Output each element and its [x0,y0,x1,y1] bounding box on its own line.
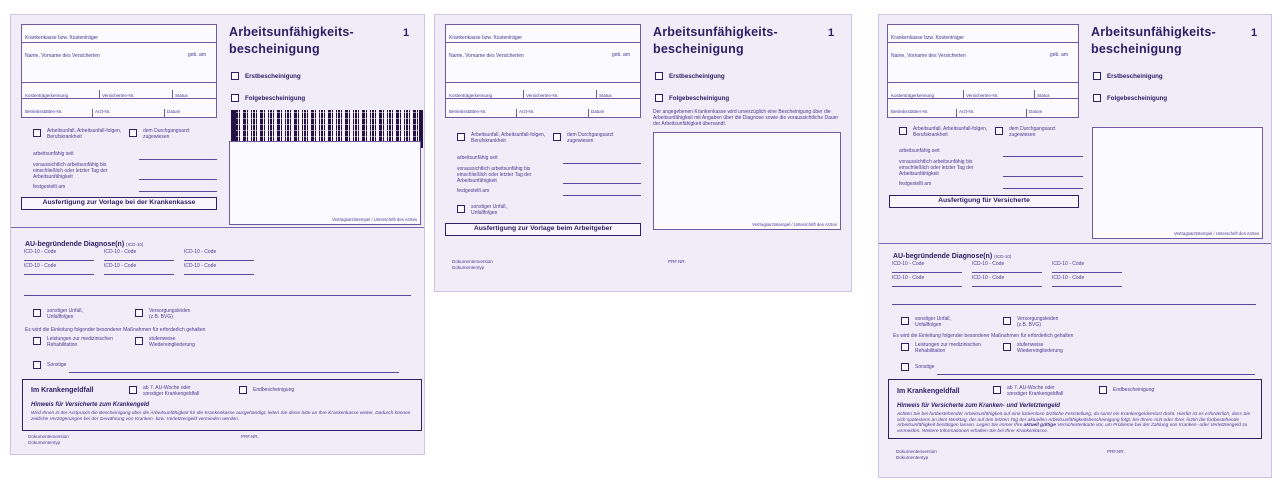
meta-dokumententyp: Dokumententyp [28,440,61,445]
cell-divider-tick [596,90,597,98]
hint-title: Hinweis für Versicherte zum Kranken- und Verletztengeld [897,403,1060,409]
icd-code-line[interactable] [184,273,254,275]
cell-divider-tick [92,109,93,117]
input-line-arbeitsunfaehig-seit[interactable] [563,162,641,164]
label-arbeitsunfaehig-seit: arbeitsunfähig seit [457,155,498,161]
icd-code-label: ICD-10 - Code [184,249,217,255]
page-number: 1 [403,27,410,39]
icd-code-label: ICD-10 - Code [972,275,1005,281]
field-krankenkasse[interactable] [888,25,1078,43]
checkbox-label-arbeitsunfall: Arbeitsunfall, Arbeitsunfall-folgen, Berufskrankheit [913,126,988,138]
cell-divider-tick [164,109,165,117]
icd-code-label: ICD-10 - Code [892,275,925,281]
label-voraussichtlich: voraussichtlich arbeitsunfähig bis einschließlich oder letzter Tag der Arbeitsunfähigkeit [899,159,974,177]
meta-dokumententyp: Dokumententyp [452,265,485,270]
meta-dokumentenversion: Dokumentenversion [28,434,69,439]
field-versicherten-nr[interactable] [963,83,1034,98]
checkbox-sonstiger-unfall[interactable] [901,317,909,325]
checkbox-label-sonstige: Sonstige [915,364,935,370]
field-kostentraegerkennung[interactable] [888,83,963,98]
header-row-ids [888,83,1078,99]
checkbox-versorgungsleiden[interactable] [1003,317,1011,325]
field-label-versicherten-nr: Versicherten-Nr. [966,93,999,98]
checkbox-label-erstbescheinigung: Erstbescheinigung [669,73,725,80]
cell-divider-tick [1034,90,1035,98]
field-label-geb-am: geb. am [1049,52,1068,58]
input-line-voraussichtlich-bis[interactable] [139,178,217,180]
field-patient-name[interactable] [22,43,216,83]
stamp-caption: Vertragsarztstempel / Unterschrift des Arztes [1173,231,1259,236]
input-line-voraussichtlich-bis[interactable] [563,182,641,184]
copy-banner: Ausfertigung zur Vorlage bei der Krankenkasse [21,197,217,210]
diagnose-section-title [25,241,143,248]
field-kostentraegerkennung[interactable] [446,83,523,98]
checkbox-erstbescheinigung[interactable] [1093,72,1101,80]
checkbox-sonstige[interactable] [33,361,41,369]
section-divider [11,227,424,228]
icd-code-line[interactable] [104,273,174,275]
cell-divider-tick [516,109,517,117]
page-number: 1 [828,27,835,39]
field-betriebsstaetten-nr[interactable] [446,99,516,117]
checkbox-label-ab7-au-woche: ab 7. AU-Woche oder sonstiger Krankengeldfall [1007,385,1064,397]
field-label-name: Name, Vorname des Versicherten [449,53,524,59]
icd-code-label: ICD-10 - Code [104,263,137,269]
checkbox-sonstiger-unfall[interactable] [33,309,41,317]
diagnose-title-sub: (ICD-10) [994,254,1012,259]
stamp-caption: Vertragsarztstempel / Unterschrift des Arztes [751,222,837,227]
patient-header-box [887,24,1079,118]
icd-code-label: ICD-10 - Code [972,261,1005,267]
form-versicherte-copy [878,14,1272,478]
icd-code-line[interactable] [104,259,174,261]
field-label-krankenkasse: Krankenkasse bzw. Kostenträger [449,35,523,41]
checkbox-label-sonstiger-unfall: sonstiger Unfall, Unfallfolgen [47,308,83,320]
meta-prf-nr: PRF.NR. [1107,449,1125,454]
field-status[interactable] [172,83,216,98]
krankengeldfall-label: Im Krankengeldfall [897,388,960,395]
form-title-line2: bescheinigung [1091,42,1182,56]
input-line-sonstige[interactable] [69,371,399,373]
checkbox-ab7-au-woche[interactable] [993,386,1001,394]
diagnose-section-title [893,253,1011,260]
massnahmen-text: Es wird die Einleitung folgender besonderer Maßnahmen für erforderlich gehalten [25,327,206,333]
checkbox-label-wiedereingliederung: stufenweise Wiedereingliederung [1017,342,1063,354]
field-krankenkasse[interactable] [22,25,216,43]
hint-text: Wird Ihnen in der Arztpraxis die Bescheinigung über die Arbeitsunfähigkeit für die Krankenkasse ausgehändigt, leiten Sie diese bitte an Ihre Krankenkasse weiter. Dadurch können zeitliche Verzögerungen bei der Gewährung von Kranken- bzw. Verletztengeld vermieden werden. [31,411,411,422]
checkbox-folgebescheinigung[interactable] [231,94,239,102]
field-label-status: Status [1037,93,1050,98]
label-arbeitsunfaehig-seit: arbeitsunfähig seit [899,148,940,154]
stamp-caption: Vertragsarztstempel / Unterschrift des Arztes [331,217,417,222]
field-betriebsstaetten-nr[interactable] [888,99,956,117]
checkbox-arbeitsunfall[interactable] [33,129,41,137]
header-row-arzt [888,99,1078,117]
form-title-line1: Arbeitsunfähigkeits- [1091,25,1216,39]
krankengeldfall-label: Im Krankengeldfall [31,387,94,394]
label-festgestellt-am: festgestellt am [457,188,490,194]
checkbox-label-arbeitsunfall: Arbeitsunfall, Arbeitsunfall-folgen, Berufskrankheit [47,128,122,140]
input-line-festgestellt-am[interactable] [563,194,641,196]
input-line-festgestellt-am[interactable] [139,190,217,192]
header-row-ids [22,83,216,99]
field-versicherten-nr[interactable] [99,83,172,98]
form-title-line1: Arbeitsunfähigkeits- [229,25,354,39]
field-label-versicherten-nr: Versicherten-Nr. [526,93,559,98]
checkbox-label-sonstige: Sonstige [47,362,67,368]
icd-code-line[interactable] [24,273,94,275]
icd-code-label: ICD-10 - Code [24,263,57,269]
field-label-arzt-nr: Arzt-Nr. [95,109,111,114]
input-line-arbeitsunfaehig-seit[interactable] [139,158,217,160]
field-label-kostentraegerkennung: Kostenträgerkennung [25,93,69,98]
field-label-arzt-nr: Arzt-Nr. [519,109,535,114]
diagnose-title-sub: (ICD-10) [126,242,144,247]
field-status[interactable] [596,83,640,98]
field-kostentraegerkennung[interactable] [22,83,99,98]
field-arzt-nr[interactable] [956,99,1026,117]
checkbox-versorgungsleiden[interactable] [135,309,143,317]
checkbox-label-ab7-au-woche: ab 7. AU-Woche oder sonstiger Krankengeldfall [143,385,200,397]
field-label-geb-am: geb. am [187,52,206,58]
checkbox-label-endbescheinigung: Endbescheinigung [1113,387,1155,393]
checkbox-sonstiger-unfall[interactable] [457,205,465,213]
checkbox-label-reha: Leistungen zur medizinischen Rehabilitation [915,342,981,354]
field-label-krankenkasse: Krankenkasse bzw. Kostenträger [25,35,99,41]
krankengeldfall-box [22,379,422,431]
icd-code-line[interactable] [972,271,1042,273]
input-line-festgestellt-am[interactable] [1003,187,1083,189]
field-arzt-nr[interactable] [516,99,588,117]
diagnose-free-text-line[interactable] [892,303,1256,305]
field-label-datum: Datum [167,109,181,114]
input-line-arbeitsunfaehig-seit[interactable] [1003,155,1083,157]
checkbox-label-arbeitsunfall: Arbeitsunfall, Arbeitsunfall-folgen, Berufskrankheit [471,132,546,144]
meta-dokumentenversion: Dokumentenversion [452,259,493,264]
checkbox-label-durchgangsarzt: dem Durchgangsarzt zugewiesen [143,128,190,140]
header-row-arzt [446,99,640,117]
meta-prf-nr: PRF.NR. [241,434,259,439]
cell-divider-tick [963,90,964,98]
field-versicherten-nr[interactable] [523,83,596,98]
checkbox-label-erstbescheinigung: Erstbescheinigung [245,73,301,80]
field-patient-name[interactable] [888,43,1078,83]
field-label-krankenkasse: Krankenkasse bzw. Kostenträger [891,35,965,41]
checkbox-label-erstbescheinigung: Erstbescheinigung [1107,73,1163,80]
field-label-status: Status [599,93,612,98]
checkbox-folgebescheinigung[interactable] [1093,94,1101,102]
checkbox-reha[interactable] [33,337,41,345]
checkbox-folgebescheinigung[interactable] [655,94,663,102]
checkbox-label-endbescheinigung: Endbescheinigung [253,387,295,393]
field-label-name: Name, Vorname des Versicherten [891,53,966,59]
field-label-kostentraegerkennung: Kostenträgerkennung [891,93,935,98]
checkbox-label-wiedereingliederung: stufenweise Wiedereingliederung [149,336,195,348]
checkbox-endbescheinigung[interactable] [1099,386,1107,394]
field-label-datum: Datum [591,109,605,114]
field-datum[interactable] [1026,99,1078,117]
copy-banner: Ausfertigung zur Vorlage beim Arbeitgeber [445,223,641,236]
icd-code-line[interactable] [184,259,254,261]
checkbox-label-durchgangsarzt: dem Durchgangsarzt zugewiesen [1009,126,1056,138]
checkbox-label-versorgungsleiden: Versorgungsleiden (z.B. BVG) [1017,316,1059,328]
checkbox-sonstige[interactable] [901,363,909,371]
field-status[interactable] [1034,83,1078,98]
field-patient-name[interactable] [446,43,640,83]
checkbox-erstbescheinigung[interactable] [655,72,663,80]
checkbox-endbescheinigung[interactable] [239,386,247,394]
doctor-stamp-box[interactable] [653,132,841,230]
field-krankenkasse[interactable] [446,25,640,43]
meta-prf-nr: PRF.NR. [668,259,686,264]
checkbox-ab7-au-woche[interactable] [129,386,137,394]
hint-text-part2: Versichertenkarte vor, um Probleme bei der Zahlung von Kranken- oder Verletztengeld zu vermeiden. Weitere Informationen erhalten Sie bei Ihrer Krankenkasse. [897,423,1248,434]
krankengeldfall-box [888,379,1262,439]
field-label-arzt-nr: Arzt-Nr. [959,109,975,114]
doctor-stamp-box[interactable] [229,141,421,225]
cell-divider-tick [1026,109,1027,117]
field-label-betriebsstaetten-nr: Betriebsstätten-Nr. [891,109,929,114]
patient-header-box [445,24,641,118]
doctor-stamp-box[interactable] [1092,127,1263,239]
hint-title: Hinweis für Versicherte zum Krankengeld [31,402,150,408]
diagnose-title-text: AU-begründende Diagnose(n) [893,253,993,260]
cell-divider-tick [99,90,100,98]
icd-code-line[interactable] [892,271,962,273]
cell-divider-tick [172,90,173,98]
checkbox-label-versorgungsleiden: Versorgungsleiden (z.B. BVG) [149,308,191,320]
krankenkasse-info-text: Der angegebenen Krankenkasse wird unverzüglich eine Bescheinigung über die Arbeitsunfähigkeit mit Angaben über die Diagnose sowie die voraussichtliche Dauer der Arbeitsunfähigkeit übersandt. [653,109,839,127]
hint-text-part1: Achten Sie bei fortbestehender Arbeitsunfähigkeit auf eine lückenlose ärztliche Feststellung, da sonst ein Krankengeldverlust droht. Hierfür ist es erforderlich, dass Sie sich spätestens an dem Werktag, der auf den letzten Tag der aktuellen Arbeitsunfähigkeitsbescheinigung folgt, bei Ihrem Arzt oder Ihrer Ärztin die fortbestehende Arbeitsunfähigkeit bestätigen lassen. Legen Sie immer Ihre [897,412,1251,429]
checkbox-durchgangsarzt[interactable] [553,133,561,141]
diagnose-free-text-line[interactable] [24,294,411,296]
cell-divider-tick [956,109,957,117]
icd-code-label: ICD-10 - Code [892,261,925,267]
massnahmen-text: Es wird die Einleitung folgender besonderer Maßnahmen für erforderlich gehalten [893,333,1074,339]
checkbox-wiedereingliederung[interactable] [135,337,143,345]
icd-code-label: ICD-10 - Code [1052,275,1085,281]
meta-dokumentenversion: Dokumentenversion [896,449,937,454]
icd-code-label: ICD-10 - Code [184,263,217,269]
form-krankenkasse-copy [10,14,425,455]
icd-code-label: ICD-10 - Code [104,249,137,255]
icd-code-line[interactable] [1052,271,1122,273]
icd-code-label: ICD-10 - Code [1052,261,1085,267]
field-datum[interactable] [588,99,640,117]
page-number: 1 [1251,27,1258,39]
field-label-datum: Datum [1029,109,1043,114]
checkbox-label-folgebescheinigung: Folgebescheinigung [245,95,306,102]
cell-divider-tick [523,90,524,98]
checkbox-durchgangsarzt[interactable] [129,129,137,137]
field-arzt-nr[interactable] [92,99,164,117]
checkbox-label-sonstiger-unfall: sonstiger Unfall, Unfallfolgen [915,316,951,328]
input-line-voraussichtlich-bis[interactable] [1003,175,1083,177]
hint-text [897,412,1255,434]
copy-banner: Ausfertigung für Versicherte [889,195,1079,208]
field-label-versicherten-nr: Versicherten-Nr. [102,93,135,98]
header-row-arzt [22,99,216,117]
label-festgestellt-am: festgestellt am [899,181,932,187]
field-label-status: Status [175,93,188,98]
checkbox-label-durchgangsarzt: dem Durchgangsarzt zugewiesen [567,132,614,144]
patient-header-box [21,24,217,118]
label-voraussichtlich: voraussichtlich arbeitsunfähig bis einschließlich oder letzter Tag der Arbeitsunfähigkeit [457,166,532,184]
section-divider [879,243,1271,244]
meta-dokumententyp: Dokumententyp [896,455,929,460]
field-label-geb-am: geb. am [611,52,630,58]
checkbox-label-sonstiger-unfall: sonstiger Unfall, Unfallfolgen [471,204,507,216]
icd-code-line[interactable] [972,285,1042,287]
checkbox-arbeitsunfall[interactable] [899,127,907,135]
icd-code-line[interactable] [24,259,94,261]
form-arbeitgeber-copy [434,14,852,292]
form-title-line2: bescheinigung [653,42,744,56]
field-label-kostentraegerkennung: Kostenträgerkennung [449,93,493,98]
label-festgestellt-am: festgestellt am [33,184,66,190]
checkbox-label-folgebescheinigung: Folgebescheinigung [669,95,730,102]
checkbox-arbeitsunfall[interactable] [457,133,465,141]
label-voraussichtlich: voraussichtlich arbeitsunfähig bis einschließlich oder letzter Tag der Arbeitsunfähigkeit [33,162,108,180]
icd-code-line[interactable] [1052,285,1122,287]
field-betriebsstaetten-nr[interactable] [22,99,92,117]
field-label-name: Name, Vorname des Versicherten [25,53,100,59]
form-title-line1: Arbeitsunfähigkeits- [653,25,778,39]
field-label-betriebsstaetten-nr: Betriebsstätten-Nr. [25,109,63,114]
icd-code-label: ICD-10 - Code [24,249,57,255]
hint-text-bold: aktuell gültige [1023,423,1056,429]
input-line-sonstige[interactable] [937,373,1255,375]
header-row-ids [446,83,640,99]
checkbox-wiedereingliederung[interactable] [1003,343,1011,351]
diagnose-title-text: AU-begründende Diagnose(n) [25,241,125,248]
checkbox-erstbescheinigung[interactable] [231,72,239,80]
field-label-betriebsstaetten-nr: Betriebsstätten-Nr. [449,109,487,114]
checkbox-label-reha: Leistungen zur medizinischen Rehabilitation [47,336,113,348]
label-arbeitsunfaehig-seit: arbeitsunfähig seit [33,151,74,157]
field-datum[interactable] [164,99,216,117]
icd-code-line[interactable] [892,285,962,287]
checkbox-label-folgebescheinigung: Folgebescheinigung [1107,95,1168,102]
cell-divider-tick [588,109,589,117]
checkbox-durchgangsarzt[interactable] [995,127,1003,135]
checkbox-reha[interactable] [901,343,909,351]
form-title-line2: bescheinigung [229,42,320,56]
